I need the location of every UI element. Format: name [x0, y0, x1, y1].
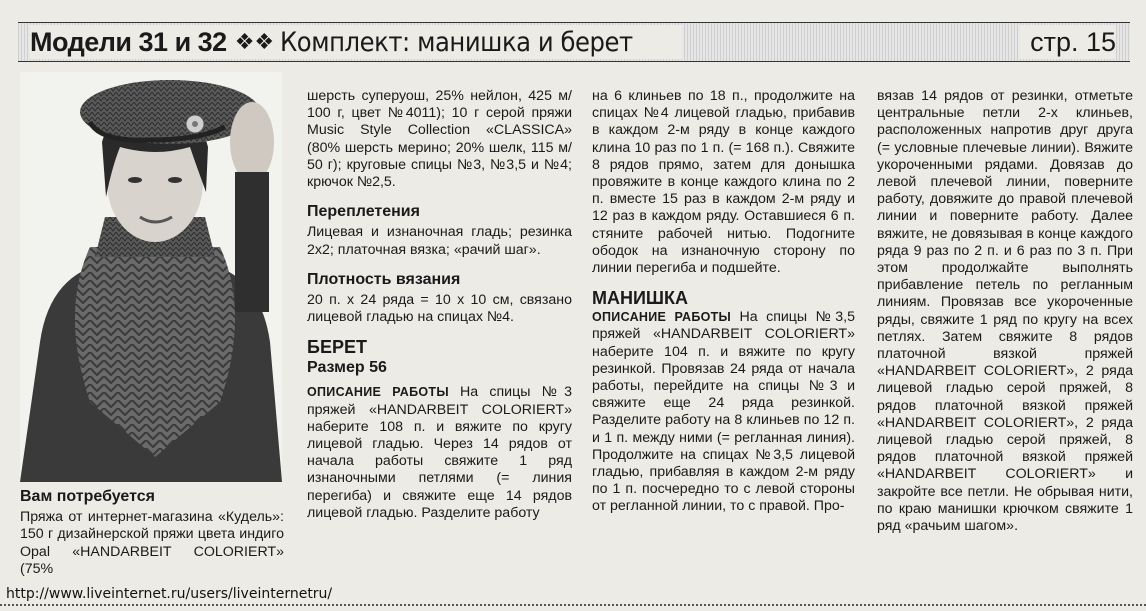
set-subtitle: Комплект: манишка и берет	[280, 26, 633, 58]
work-description-lead: ОПИСАНИЕ РАБОТЫ	[592, 310, 732, 325]
beret-heading: БЕРЕТ	[307, 337, 367, 358]
weave-heading: Переплетения	[307, 203, 420, 221]
bottom-divider	[0, 604, 1146, 606]
dickey-heading: МАНИШКА	[592, 288, 689, 309]
dickey-description	[592, 309, 855, 515]
yarn-text: шерсть суперуош, 25% нейлон, 425 м/ 100 г, цвет №4011); 10 г серой пряжи Music Style Collection «CLASSICA» (80% шерсть мерино; 20% шелк, 115 м/ 50 г); круговые спицы №3, №3,5 и №4; крючок №2,5.	[307, 88, 572, 191]
header-title-group	[30, 25, 682, 59]
work-description-lead: ОПИСАНИЕ РАБОТЫ	[307, 385, 449, 400]
dickey-description-text: На спицы №3,5 пряжей «HANDARBEIT COLORIERT» наберите 104 п. и вяжите по кругу резинкой. Провязав 24 ряда от начала работы, перейдите на спицы №3 и свяжите еще 24 ряда резинкой. Разделите работу на 8 клиньев по 12 п. и 1 п. между ними (= регланная линия). Продолжите на спицах №3,5 лицевой гладью, прибавляя в каждом 2-м ряду по 1 п. посчередно то с левой стороны от регланной линии, то с правой. Про-	[592, 309, 855, 515]
materials-heading: Вам потребуется	[20, 488, 155, 505]
column-materials	[20, 488, 284, 578]
column-dickey	[592, 88, 855, 516]
source-url[interactable]: http://www.liveinternet.ru/users/liveinternetru/	[6, 586, 333, 602]
model-title: Модели 31 и 32	[30, 26, 227, 57]
page-number: стр. 15	[1020, 25, 1116, 59]
density-text: 20 п. х 24 ряда = 10 х 10 см, связано лицевой гладью на спицах №4.	[307, 292, 572, 326]
materials-text: Пряжа от интернет-магазина «Кудель»: 150 г дизайнерской пряжи цвета индиго Opal «HANDARBEIT COLORIERT» (75%	[20, 509, 284, 577]
diamond-ornament-icon: ❖❖	[234, 29, 275, 54]
beret-description	[307, 384, 572, 522]
dickey-continued-text: вязав 14 рядов от резинки, отметьте центральные петли 2-х клиньев, расположенных напротив друг друга (= условные плечевые линии). Вяжите укороченными рядами. Довязав до левой плечевой линии, поверните работу, довяжите до правой плечевой линии и поверните работу. Далее вяжите, не довязывая в конце каждого ряда 9 раз по 2 п. и 6 раз по 3 п. При этом продолжайте выполнять прибавление петель по регланным линиям. Провязав все укороченные ряды, свяжите 1 ряд по кругу на всех петлях. Затем свяжите 8 рядов платочной вязкой пряжей «HANDARBEIT COLORIERT», 2 ряда лицевой гладью серой пряжей, 8 рядов платочной вязкой пряжей «HANDARBEIT COLORIERT», 2 ряда лицевой гладью серой пряжей, 8 рядов платочной вязкой пряжей «HANDARBEIT COLORIERT» и закройте все петли. Не обрывая нити, по краю манишки крючком свяжите 1 ряд «рачьим шагом».	[877, 88, 1133, 535]
density-heading: Плотность вязания	[307, 270, 461, 288]
column-dickey-continued	[877, 88, 1133, 535]
page-header	[18, 22, 1130, 62]
beret-description-text: На спицы №3 пряжей «HANDARBEIT COLORIERT» наберите 108 п. и вяжите по кругу лицевой гладью. Через 14 рядов от начала работы свяжите 1 ряд изнаночными петлями (= линия перегиба) и свяжите еще 14 рядов лицевой гладью. Разделите работу	[307, 384, 572, 521]
model-photo	[20, 72, 282, 482]
weave-text: Лицевая и изнаночная гладь; резинка 2х2; платочная вязка; «рачий шаг».	[307, 224, 572, 258]
beret-continued-text: на 6 клиньев по 18 п., продолжите на спицах №4 лицевой гладью, прибавив в каждом 2-м ряду в конце каждого клина 10 раз по 1 п. (= 168 п.). Свяжите 8 рядов прямо, затем для донышка провяжите в конце каждого клина по 2 п. вместе 15 раз в каждом 2-м ряду и 12 раз в каждом ряду. Оставшиеся 6 п. стяните рабочей нитью. Подогните ободок на изнаночную сторону по линии перегиба и подшейте.	[592, 88, 855, 277]
column-beret	[307, 88, 572, 522]
size-heading: Размер 56	[307, 359, 387, 377]
